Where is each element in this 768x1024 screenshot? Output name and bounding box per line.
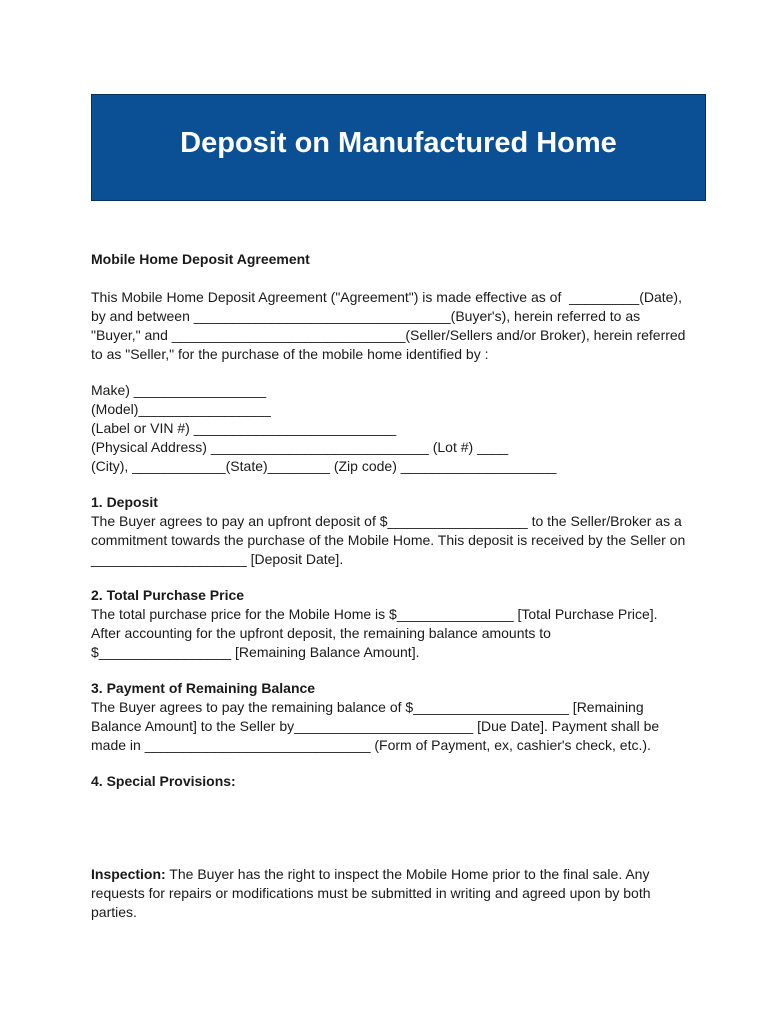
intro-line: to as "Seller," for the purchase of the mobile home identified by : [91,346,489,362]
section-remaining-balance [91,679,691,755]
agreement-subtitle: Mobile Home Deposit Agreement [91,251,310,267]
field-make: Make) _________________ [91,382,267,398]
field-city: (City), ____________(State)________ (Zip code) ____________________ [91,458,557,474]
intro-line: This Mobile Home Deposit Agreement ("Agreement") is made effective as of _________(Date), [91,289,682,305]
section-line: The total purchase price for the Mobile Home is $_______________ [Total Purchase Price]. [91,606,658,622]
inspection-label: Inspection: [91,866,166,882]
section-line: commitment towards the purchase of the Mobile Home. This deposit is received by the Seller on [91,532,686,548]
section-deposit [91,493,691,569]
inspection-line: parties. [91,904,137,920]
intro-paragraph [91,288,691,364]
page-title: Deposit on Manufactured Home [180,127,617,159]
section-title: 2. Total Purchase Price [91,587,245,603]
section-title: 3. Payment of Remaining Balance [91,680,316,696]
field-address: (Physical Address) ____________________________ (Lot #) ____ [91,439,509,455]
intro-line: "Buyer," and ______________________________(Seller/Sellers and/or Broker), herein referred [91,327,686,343]
section-line: $_________________ [Remaining Balance Amount]. [91,644,420,660]
section-line: ____________________ [Deposit Date]. [91,551,344,567]
section-line: The Buyer agrees to pay the remaining balance of $____________________ [Remaining [91,699,644,715]
inspection-line: The Buyer has the right to inspect the Mobile Home prior to the final sale. Any [165,866,650,882]
field-vin: (Label or VIN #) __________________________ [91,420,397,436]
section-title: 1. Deposit [91,494,158,510]
intro-line: by and between _________________________________(Buyer's), herein referred to as [91,308,641,324]
section-total-price [91,586,691,662]
section-line: The Buyer agrees to pay an upfront deposit of $__________________ to the Seller/Broker as a [91,513,682,529]
section-line: made in _____________________________ (Form of Payment, ex, cashier's check, etc.). [91,737,651,753]
inspection-paragraph [91,865,691,922]
section-line: After accounting for the upfront deposit, the remaining balance amounts to [91,625,551,641]
field-model: (Model)_________________ [91,401,271,417]
title-banner [91,94,706,201]
section-special-provisions [91,772,691,791]
section-line: Balance Amount] to the Seller by_______________________ [Due Date]. Payment shall be [91,718,660,734]
section-title: 4. Special Provisions: [91,773,236,789]
document-body [91,250,691,922]
inspection-line: requests for repairs or modifications must be submitted in writing and agreed upon by both [91,885,651,901]
home-fields [91,381,691,476]
